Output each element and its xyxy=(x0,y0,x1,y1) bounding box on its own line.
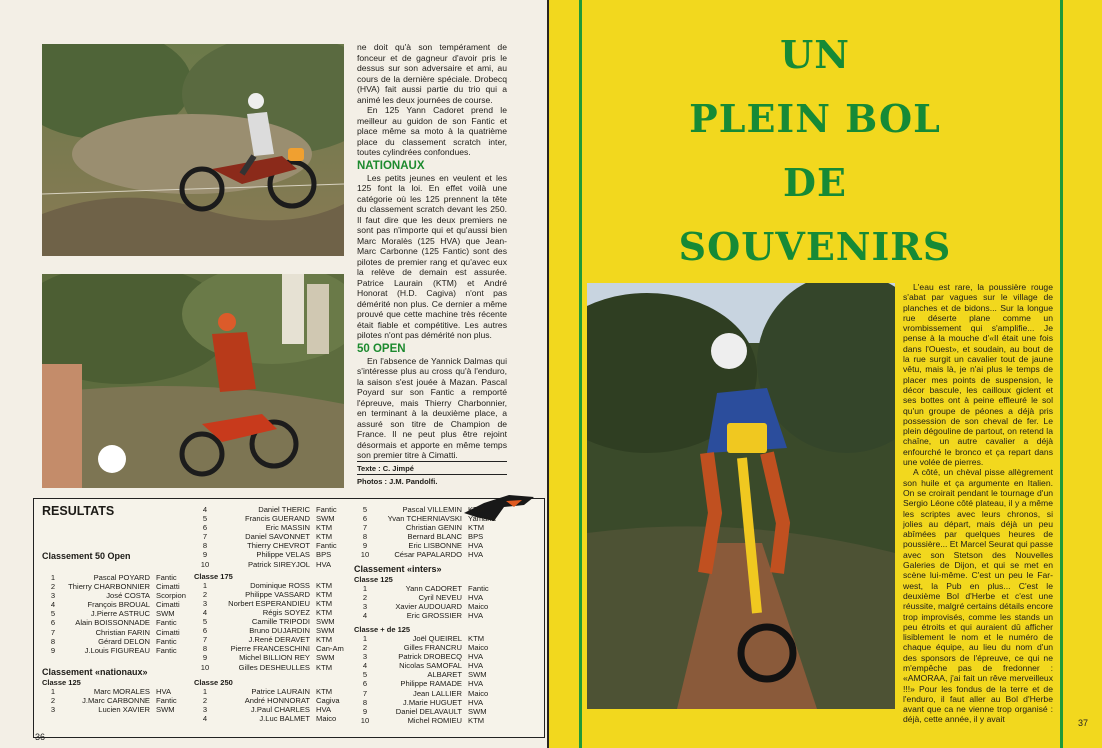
result-row xyxy=(42,609,190,618)
rank: 5 xyxy=(202,617,208,627)
team-brand: KTM xyxy=(316,532,333,542)
result-row xyxy=(194,714,352,723)
rider-name: Eric LISBONNE xyxy=(408,541,462,551)
rank: 7 xyxy=(202,635,208,645)
result-row xyxy=(194,532,352,541)
team-brand: Maico xyxy=(468,601,489,611)
rider-name: Pierre FRANCESCHINI xyxy=(230,644,310,654)
result-row xyxy=(354,652,502,661)
result-row xyxy=(194,663,352,672)
rank: 4 xyxy=(362,661,368,671)
result-row xyxy=(42,705,190,714)
rank: 4 xyxy=(202,505,208,514)
rider-name: Yann CADORET xyxy=(405,583,462,593)
rank: 3 xyxy=(202,598,208,608)
results-column-1 xyxy=(42,549,190,714)
result-row xyxy=(354,523,502,532)
result-row xyxy=(42,600,190,609)
rider-name: Michel ROMIEU xyxy=(407,715,462,725)
result-row xyxy=(42,618,190,627)
rider-name: Eric GROSSIER xyxy=(406,610,462,620)
result-row xyxy=(354,584,502,593)
rider-name: Camille TRIPODI xyxy=(251,617,310,627)
rider-name: José COSTA xyxy=(106,591,150,601)
rider-name: Yvan TCHERNIAVSKI xyxy=(387,514,462,524)
rider-name: Christian FARIN xyxy=(95,627,150,637)
team-brand: Fantic xyxy=(156,695,177,705)
results-heading: Classement «nationaux» xyxy=(42,666,148,677)
team-brand: HVA xyxy=(156,686,172,696)
rider-name: Alain BOISSONNADE xyxy=(75,618,150,628)
article-paragraph: ne doit qu'à son tempérament de fonceur et de gagneur d'avoir pris le dessus sur son adversaire et ami, au cours de la dernière spéciale. Drobecq (HVA) fait aussi partie du trio qui a animé les deux journées de course. xyxy=(357,42,507,105)
team-brand: Cagiva xyxy=(316,695,340,705)
rank: 1 xyxy=(50,573,56,582)
team-brand: Cimatti xyxy=(156,582,180,592)
team-brand: HVA xyxy=(468,652,484,662)
article-paragraph: Les petits jeunes en veulent et les 125 font la loi. En effet voilà une catégorie où les 125 prennent la tête du classement scratch devant les 250. Il faut dire que les deux premiers ne sont pas n'importe qui et qu'aussi bien Marc Moralès (125 HVA) que Jean-Marc Carbonne (125 Fantic) sont des pilotes de premier rang et qu'avec eux la relève de demain est assurée. Patrice Laurain (KTM) et André Honorat (H.D. Cagiva) n'ont pas démérité non plus. Ce dernier a même prouvé que cette machine très récente était fiable et compétitive. Les autres pilotes n'ont pas démérité non plus. xyxy=(357,172,507,340)
team-brand: SWM xyxy=(468,706,487,716)
rank: 9 xyxy=(202,653,208,663)
credit-photos: Photos : J.M. Pandolfi. xyxy=(357,474,507,488)
result-row xyxy=(194,696,352,705)
result-row xyxy=(354,679,502,688)
rider-name: Dominique ROSS xyxy=(250,580,310,590)
rank: 2 xyxy=(50,582,56,592)
rider-name: J.Marc CARBONNE xyxy=(82,695,150,705)
rider-name: ALBARET xyxy=(427,670,462,680)
result-row xyxy=(354,698,502,707)
result-row xyxy=(194,635,352,644)
rank: 8 xyxy=(362,532,368,542)
results-heading: Classement «inters» xyxy=(354,563,442,574)
rider-name: Thierry CHARBONNIER xyxy=(68,582,150,592)
result-row xyxy=(354,643,502,652)
result-row xyxy=(354,661,502,670)
team-brand: Can-Am xyxy=(316,644,344,654)
intro-column xyxy=(903,282,1053,725)
photo-rider-red-bike xyxy=(42,274,344,488)
rider-name: Patrick SIREYJOL xyxy=(247,559,310,569)
rank: 2 xyxy=(362,592,368,602)
section-heading-50-open: 50 OPEN xyxy=(357,342,406,355)
results-heading: Classement 50 Open xyxy=(42,551,131,561)
rank: 5 xyxy=(362,670,368,680)
photo-rider-jump xyxy=(42,44,344,256)
rank: 6 xyxy=(362,679,368,689)
team-brand: KTM xyxy=(316,580,333,590)
rider-name: Cyril NEVEU xyxy=(418,592,462,602)
team-brand: Fantic xyxy=(316,541,337,551)
rider-name: Joël QUEIREL xyxy=(412,633,462,643)
result-row xyxy=(354,611,502,620)
title-line: PLEIN BOL xyxy=(689,96,941,141)
article-paragraph: L'eau est rare, la poussière rouge s'abat par vagues sur le village de planches et de bidons... Sur la longue rue déserte plane comme un vrombissement qui s'amplifie... Je pense à la mouche d'«Il était une fois dans l'Ouest», et soudain, au bout de la rue surgit un cavalier tout de jaune vêtu, mais là, je n'ai plus le temps de placer mes points de suspension, le décor bascule, les cailloux giclent et ses bottes ont à peine effleuré le sol qu'un groupe de péones a déjà pris possession de son cheval de fer. Le plein dégouline de partout, on retend la chaîne, un autre cavalier a déjà enfourché le bronco et ça repart dans une volée de pierres. xyxy=(903,282,1053,468)
team-brand: KTM xyxy=(316,686,333,696)
rider-name: Régis SOYEZ xyxy=(262,607,310,617)
rank: 9 xyxy=(362,706,368,716)
result-row xyxy=(194,653,352,662)
team-brand: HVA xyxy=(468,697,484,707)
result-row xyxy=(194,644,352,653)
team-brand: SWM xyxy=(156,705,175,715)
title-line: SOUVENIRS xyxy=(678,224,952,269)
result-row xyxy=(42,591,190,600)
result-row xyxy=(354,550,502,559)
team-brand: KTM xyxy=(316,523,333,533)
team-brand: Cimatti xyxy=(156,627,180,637)
rank: 7 xyxy=(202,532,208,542)
rank: 1 xyxy=(362,633,368,643)
rank: 8 xyxy=(362,697,368,707)
rank: 10 xyxy=(200,559,210,569)
rank: 8 xyxy=(202,541,208,551)
results-column-2 xyxy=(194,505,352,723)
team-brand: Maico xyxy=(468,643,489,653)
team-brand: KTM xyxy=(316,598,333,608)
rider-name: Gilles FRANCRU xyxy=(403,643,462,653)
results-subheading: Classe 250 xyxy=(194,677,233,687)
result-row xyxy=(354,541,502,550)
rider-name: Patrick DROBECQ xyxy=(398,652,462,662)
rank: 1 xyxy=(202,686,208,696)
rider-name: Jean LALLIER xyxy=(413,688,462,698)
team-brand: Fantic xyxy=(316,505,337,514)
rider-name: J.Louis FIGUREAU xyxy=(84,645,150,655)
team-brand: SWM xyxy=(156,609,175,619)
photo-rider-number-4 xyxy=(587,283,895,709)
rank: 4 xyxy=(202,607,208,617)
result-row xyxy=(194,617,352,626)
result-row xyxy=(42,696,190,705)
rider-name: Pascal VILLEMIN xyxy=(402,505,462,514)
credit-text: Texte : C. Jimpé xyxy=(357,461,507,475)
rider-name: Philippe VELAS xyxy=(256,550,310,560)
page-number-right: 37 xyxy=(1077,718,1088,728)
rider-name: Eric MASSIN xyxy=(265,523,310,533)
team-brand: HVA xyxy=(316,704,332,714)
title-line: DE xyxy=(783,160,847,205)
rank: 1 xyxy=(50,686,56,696)
rider-name: Norbert ESPERANDIEU xyxy=(228,598,310,608)
rank: 1 xyxy=(202,580,208,590)
rider-name: Patrice LAURAIN xyxy=(251,686,310,696)
team-brand: Maico xyxy=(316,713,337,723)
rank: 2 xyxy=(202,695,208,705)
results-box xyxy=(33,498,545,738)
rider-name: Gilles DESHEULLES xyxy=(238,662,310,672)
rank: 7 xyxy=(50,627,56,637)
rank: 10 xyxy=(200,662,210,672)
rider-name: Philippe VASSARD xyxy=(245,589,310,599)
rank: 4 xyxy=(202,713,208,723)
team-brand: Fantic xyxy=(156,645,177,655)
team-brand: SWM xyxy=(316,617,335,627)
rank: 10 xyxy=(360,550,370,560)
result-row xyxy=(194,705,352,714)
rider-name: César PAPALARDO xyxy=(394,550,462,560)
result-row xyxy=(354,670,502,679)
rider-name: J.René DERAVET xyxy=(248,635,310,645)
result-row xyxy=(194,560,352,569)
team-brand: KTM xyxy=(316,607,333,617)
results-subheading: Classe 125 xyxy=(42,677,81,687)
result-row xyxy=(354,634,502,643)
team-brand: BPS xyxy=(468,532,484,542)
rider-name: Michel BILLION REY xyxy=(239,653,310,663)
green-border-left xyxy=(579,0,582,748)
result-row xyxy=(354,593,502,602)
team-brand: Fantic xyxy=(156,573,177,582)
result-row xyxy=(354,716,502,725)
rider-name: Bernard BLANC xyxy=(407,532,462,542)
team-brand: KTM xyxy=(316,635,333,645)
rider-name: Thierry CHEVROT xyxy=(247,541,310,551)
team-brand: KTM xyxy=(468,715,485,725)
rank: 3 xyxy=(202,704,208,714)
rank: 2 xyxy=(50,695,56,705)
rider-name: Marc MORALES xyxy=(93,686,150,696)
rank: 7 xyxy=(362,523,368,533)
results-subheading: Classe + de 125 xyxy=(354,624,411,634)
rider-name: Daniel THERIC xyxy=(258,505,310,514)
team-brand: KTM xyxy=(316,589,333,599)
rider-name: Bruno DUJARDIN xyxy=(249,626,310,636)
rank: 2 xyxy=(202,589,208,599)
result-row xyxy=(42,687,190,696)
team-brand: SWM xyxy=(316,514,335,524)
rank: 5 xyxy=(50,609,56,619)
team-brand: KTM xyxy=(468,505,485,514)
team-brand: Fantic xyxy=(156,636,177,646)
page-number-left: 36 xyxy=(35,732,46,742)
rank: 3 xyxy=(362,652,368,662)
result-row xyxy=(194,523,352,532)
team-brand: HVA xyxy=(468,550,484,560)
rider-name: J.Pierre ASTRUC xyxy=(90,609,150,619)
team-brand: Fantic xyxy=(468,583,489,593)
result-row xyxy=(194,608,352,617)
results-column-3 xyxy=(354,505,502,725)
left-page xyxy=(0,0,547,748)
rank: 6 xyxy=(202,626,208,636)
rider-name: Daniel SAVONNET xyxy=(245,532,310,542)
result-row xyxy=(354,689,502,698)
result-row xyxy=(194,581,352,590)
rider-name: Philippe RAMADE xyxy=(400,679,462,689)
rider-name: Lucien XAVIER xyxy=(98,705,150,715)
result-row xyxy=(194,590,352,599)
rider-name: Nicolas SAMOFAL xyxy=(399,661,462,671)
team-brand: HVA xyxy=(468,610,484,620)
result-row xyxy=(194,541,352,550)
team-brand: HVA xyxy=(468,541,484,551)
rank: 3 xyxy=(50,591,56,601)
result-row xyxy=(194,599,352,608)
rider-name: François BROUAL xyxy=(87,600,150,610)
rider-name: Christian GENIN xyxy=(405,523,462,533)
rank: 7 xyxy=(362,688,368,698)
rank: 8 xyxy=(50,636,56,646)
results-subheading: Classe 125 xyxy=(354,574,393,584)
result-row xyxy=(42,582,190,591)
team-brand: HVA xyxy=(468,592,484,602)
rider-name: J.Paul CHARLES xyxy=(250,704,310,714)
result-row xyxy=(354,602,502,611)
result-row xyxy=(194,514,352,523)
result-row xyxy=(354,707,502,716)
team-brand: Maico xyxy=(468,688,489,698)
rank: 6 xyxy=(362,514,368,524)
team-brand: SWM xyxy=(468,670,487,680)
article-paragraph: En 125 Yann Cadoret prend le meilleur au guidon de son Fantic et place même sa moto à la quatrième place du classement scratch inter, toutes cylindrées confondues. xyxy=(357,105,507,157)
article-paragraph: A côté, un chèval pisse allègrement son huile et ça argumente en Italien. On se croirait pendant le tournage d'un Sergio Léone côté plateau, il y a même les scriptes avec leurs chronos, si jolies au départ, mais déjà un peu abîmées par quelques heures de poussière... Et Marcel Seurat qui passe avec son Stetson des Nouvelles Galeries de Dijon, et qui se met en scène lui-même. C'est un peu le Far- west, la Pub en plus... C'est le deuxième Bol d'Herbe et c'est une réussite, malgré certains détails encore trop improvisés, comme les stands un peu étroits et qui auraient dû afficher lisiblement le nom et le numéro de chaque équipe, au lieu du nom d'un des sponsors de l'épreuve, ce qui ne m'empêche pas de fredonner : «AMORAA, j'ai fait un rêve merveilleux !!!» Pour les fondus de la terre et de l'enduro, il faut aller au Bol d'Herbe avant que ca ne vienne trop organisé : déjà, cette année, il y avait xyxy=(903,467,1053,725)
team-brand: KTM xyxy=(468,523,485,533)
rider-name: J.Luc BALMET xyxy=(259,713,310,723)
result-row xyxy=(354,514,502,523)
team-brand: KTM xyxy=(468,633,485,643)
article-title xyxy=(660,30,970,272)
green-border-right xyxy=(1060,0,1063,748)
rider-name: Pascal POYARD xyxy=(93,573,150,582)
title-line: UN xyxy=(780,32,850,77)
rider-name: André HONNORAT xyxy=(244,695,310,705)
team-brand: BPS xyxy=(316,550,332,560)
results-subheading: Classe 175 xyxy=(194,571,233,581)
team-brand: HVA xyxy=(316,559,332,569)
team-brand: SWM xyxy=(316,626,335,636)
result-row xyxy=(194,687,352,696)
rider-name: J.Marie HUGUET xyxy=(402,697,462,707)
rank: 9 xyxy=(50,645,56,655)
team-brand: Scorpion xyxy=(156,591,186,601)
rank: 10 xyxy=(360,715,370,725)
rank: 6 xyxy=(50,618,56,628)
result-row xyxy=(194,505,352,514)
rank: 3 xyxy=(50,705,56,715)
result-row xyxy=(42,637,190,646)
rider-name: Gérard DELON xyxy=(98,636,150,646)
rank: 4 xyxy=(50,600,56,610)
rank: 6 xyxy=(202,523,208,533)
rank: 9 xyxy=(362,541,368,551)
rank: 1 xyxy=(362,583,368,593)
team-brand: HVA xyxy=(468,661,484,671)
result-row xyxy=(194,550,352,559)
rank: 4 xyxy=(362,610,368,620)
result-row xyxy=(42,573,190,582)
rank: 9 xyxy=(202,550,208,560)
article-column xyxy=(357,42,507,488)
results-title: RESULTATS xyxy=(42,504,115,518)
result-row xyxy=(354,505,502,514)
result-row xyxy=(42,646,190,655)
team-brand: KTM xyxy=(316,662,333,672)
result-row xyxy=(354,532,502,541)
rank: 8 xyxy=(202,644,208,654)
team-brand: Cimatti xyxy=(156,600,180,610)
section-heading-nationaux: NATIONAUX xyxy=(357,159,425,172)
result-row xyxy=(194,626,352,635)
rank: 2 xyxy=(362,643,368,653)
team-brand: Fantic xyxy=(156,618,177,628)
result-row xyxy=(42,628,190,637)
rank: 3 xyxy=(362,601,368,611)
rank: 5 xyxy=(362,505,368,514)
rider-name: Xavier AUDOUARD xyxy=(395,601,462,611)
rank: 5 xyxy=(202,514,208,524)
article-paragraph: En l'absence de Yannick Dalmas qui s'intéresse plus au cross qu'à l'enduro, la saison s'est jouée à Mazan. Pascal Poyard sur son Fantic a remporté l'épreuve, mais Thierry Charbonnier, en terminant à la deuxième place, a assuré son titre de Champion de France. Il ne peut plus être rejoint désormais et apporte en même temps son premier titre à Cimatti. xyxy=(357,355,507,460)
rider-name: Daniel DELAVAULT xyxy=(395,706,462,716)
rider-name: Francis GUERAND xyxy=(245,514,310,524)
team-brand: HVA xyxy=(468,679,484,689)
team-brand: SWM xyxy=(316,653,335,663)
team-brand: Yamaha xyxy=(468,514,496,524)
